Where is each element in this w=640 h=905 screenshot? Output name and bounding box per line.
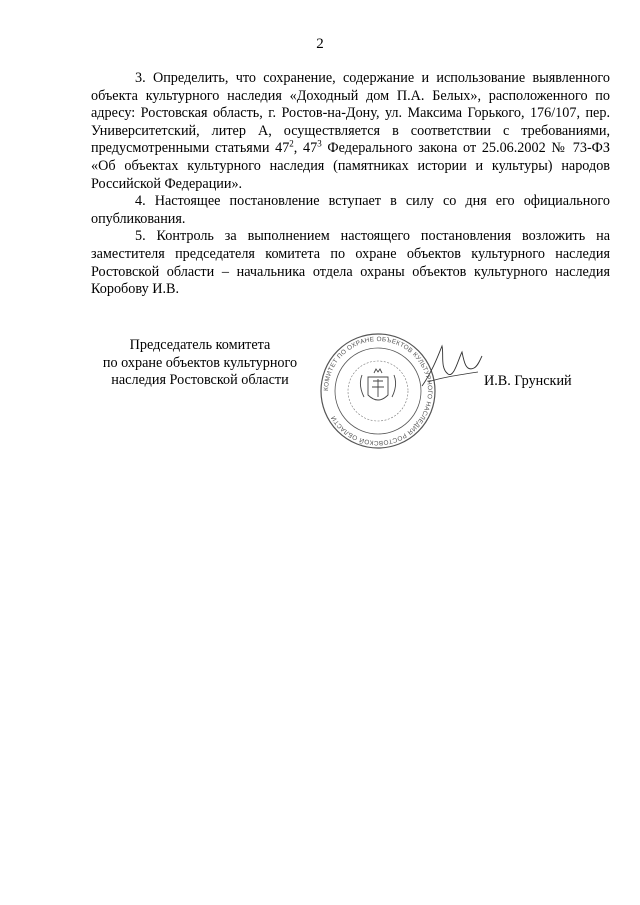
paragraph-5: 5. Контроль за выполнением настоящего постановления возложить на заместителя председателя комитета по охране объектов культурного наследия Ростовской области – начальника отдела охраны объектов культурного наследия Коробову И.В. <box>91 228 610 298</box>
paragraph-3-text: 3. Определить, что сохранение, содержание и использование выявленного объекта культурного наследия «Доходный дом П.А. Белых», расположенного по адресу: Ростовская область, г. Ростов-на-Дону, ул. Максима Горького, 176/107, пер. Университетский, литер А, осуществляется в соответствии с требованиями, предусмотренными статьями 47 <box>91 70 610 157</box>
superscript-3: 3 <box>317 138 322 149</box>
page-number: 2 <box>316 36 324 52</box>
paragraph-3-text-mid: , 47 <box>293 140 318 157</box>
signatory-title-line: наследия Ростовской области <box>111 372 289 389</box>
signatory-title-line: Председатель комитета <box>129 337 271 353</box>
signatory-title <box>80 337 320 390</box>
signatory-title-line: по охране объектов культурного <box>102 354 298 371</box>
svg-text:КОМИТЕТ ПО ОХРАНЕ ОБЪЕКТОВ КУЛ: КОМИТЕТ ПО ОХРАНЕ ОБЪЕКТОВ КУЛЬТУРНОГО НАСЛЕДИЯ РОСТОВСКОЙ ОБЛАСТИ <box>322 335 434 447</box>
superscript-2: 2 <box>289 138 294 149</box>
signatory-name: И.В. Грунский <box>484 373 572 389</box>
paragraph-3 <box>91 70 610 193</box>
handwritten-signature <box>418 338 486 398</box>
document-body <box>91 70 610 299</box>
paragraph-3-text-end: Федерального закона от 25.06.2002 № 73-ФЗ «Об объектах культурного наследия (памятниках истории и культуры) народов Российской Федерации». <box>91 140 610 192</box>
paragraph-4: 4. Настоящее постановление вступает в силу со дня его официального опубликования. <box>91 193 610 227</box>
coat-of-arms-emblem <box>360 369 395 400</box>
